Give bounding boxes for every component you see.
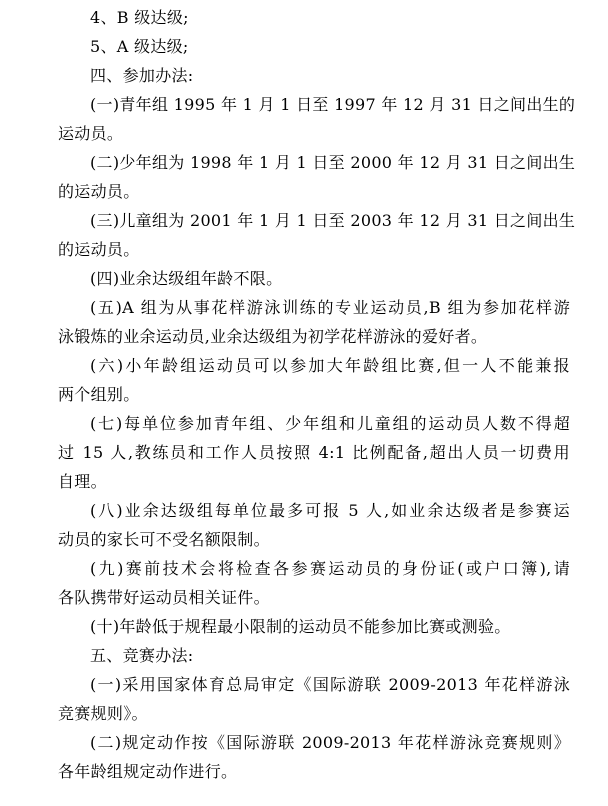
text-line-level-b: 4、B 级达级;	[90, 8, 189, 27]
paragraph-age-group-rule-line1: (六)小年龄组运动员可以参加大年龄组比赛,但一人不能兼报	[90, 356, 570, 375]
paragraph-amateur-limit-line1: (八)业余达级组每单位最多可报 5 人,如业余达级者是参赛运	[90, 501, 570, 520]
paragraph-rules-line2: 竞赛规则》。	[58, 704, 148, 723]
paragraph-compulsory-line2: 各年龄组规定动作进行。	[58, 762, 238, 781]
paragraph-team-size-line2: 过 15 人,教练员和工作人员按照 4:1 比例配备,超出人员一切费用	[58, 443, 570, 462]
paragraph-junior-group-line2: 的运动员。	[58, 182, 140, 201]
section-heading-competition: 五、竞赛办法:	[90, 646, 194, 665]
paragraph-age-group-rule-line2: 两个组别。	[58, 385, 140, 404]
text-line-level-a: 5、A 级达级;	[90, 37, 189, 56]
paragraph-junior-group-line1: (二)少年组为 1998 年 1 月 1 日至 2000 年 12 月 31 日之间出生	[90, 153, 576, 172]
paragraph-children-group-line1: (三)儿童组为 2001 年 1 月 1 日至 2003 年 12 月 31 日之间出生	[90, 211, 576, 230]
paragraph-amateur-limit-line2: 动员的家长可不受名额限制。	[58, 530, 270, 549]
paragraph-team-size-line1: (七)每单位参加青年组、少年组和儿童组的运动员人数不得超	[90, 414, 570, 433]
section-heading-participation: 四、参加办法:	[90, 66, 194, 85]
paragraph-team-size-line3: 自理。	[58, 472, 107, 491]
paragraph-youth-group-line1: (一)青年组 1995 年 1 月 1 日至 1997 年 12 月 31 日之间出生的	[90, 95, 576, 114]
paragraph-children-group-line2: 的运动员。	[58, 240, 140, 259]
paragraph-rules-line1: (一)采用国家体育总局审定《国际游联 2009-2013 年花样游泳	[90, 675, 570, 694]
paragraph-minimum-age: (十)年龄低于规程最小限制的运动员不能参加比赛或测验。	[90, 617, 511, 636]
paragraph-group-definitions-line2: 泳锻炼的业余运动员,业余达级组为初学花样游泳的爱好者。	[58, 327, 488, 346]
paragraph-id-check-line2: 各队携带好运动员相关证件。	[58, 588, 270, 607]
paragraph-group-definitions-line1: (五)A 组为从事花样游泳训练的专业运动员,B 组为参加花样游	[90, 298, 570, 317]
paragraph-id-check-line1: (九)赛前技术会将检查各参赛运动员的身份证(或户口簿),请	[90, 559, 570, 578]
paragraph-compulsory-line1: (二)规定动作按《国际游联 2009-2013 年花样游泳竞赛规则》	[90, 733, 570, 752]
paragraph-amateur-group: (四)业余达级组年龄不限。	[90, 269, 283, 288]
paragraph-youth-group-line2: 运动员。	[58, 124, 124, 143]
